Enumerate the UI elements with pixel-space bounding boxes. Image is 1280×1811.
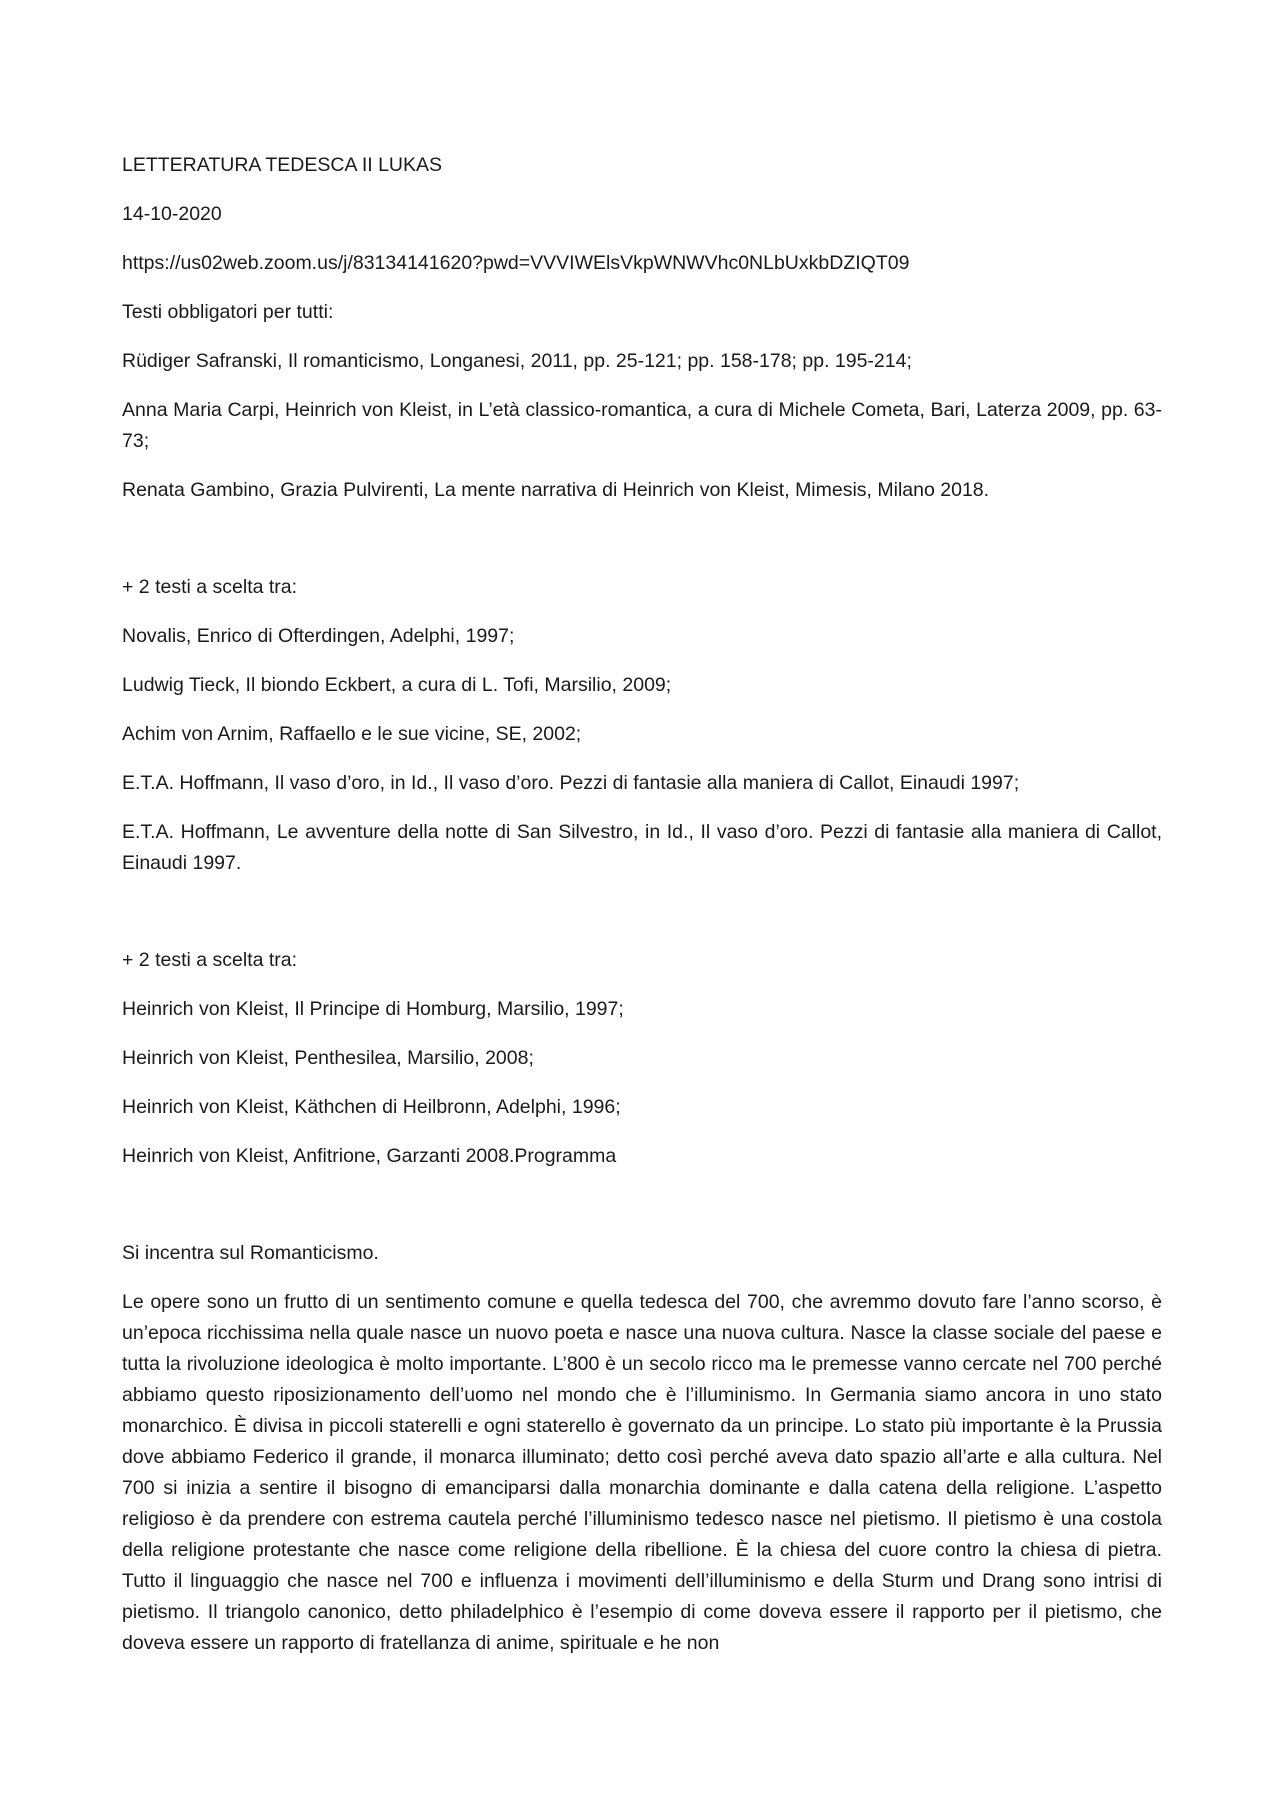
- mandatory-item: Anna Maria Carpi, Heinrich von Kleist, in L’età classico-romantica, a cura di Michele Cometa, Bari, Laterza 2009, pp. 63-73;: [122, 399, 1162, 452]
- spacer: [122, 897, 1162, 945]
- choice2-item: Heinrich von Kleist, Anfitrione, Garzanti 2008.Programma: [122, 1145, 617, 1167]
- choice1-item: Novalis, Enrico di Ofterdingen, Adelphi, 1997;: [122, 625, 515, 647]
- program-intro: Si incentra sul Romanticismo.: [122, 1242, 379, 1264]
- choice2-item: Heinrich von Kleist, Penthesilea, Marsilio, 2008;: [122, 1047, 534, 1069]
- choice1-item: Ludwig Tieck, Il biondo Eckbert, a cura di L. Tofi, Marsilio, 2009;: [122, 674, 672, 696]
- choice2-heading: + 2 testi a scelta tra:: [122, 949, 298, 971]
- mandatory-heading: Testi obbligatori per tutti:: [122, 301, 334, 323]
- choice1-item: E.T.A. Hoffmann, Le avventure della notte di San Silvestro, in Id., Il vaso d’oro. Pezzi di fantasie alla maniera di Callot, Einaudi 1997.: [122, 821, 1162, 874]
- program-paragraph: Le opere sono un frutto di un sentimento comune e quella tedesca del 700, che avremmo dovuto fare l’anno scorso, è un’epoca ricchissima nella quale nasce un nuovo poeta e nasce una nuova cultura. Nasce la classe sociale del paese e tutta la rivoluzione ideologica è molto importante. L’800 è un secolo ricco ma le premesse vanno cercate nel 700 perché abbiamo questo riposizionamento dell’uomo nel mondo che è l’illuminismo. In Germania siamo ancora in uno stato monarchico. È divisa in piccoli staterelli e ogni staterello è governato da un principe. Lo stato più importante è la Prussia dove abbiamo Federico il grande, il monarca illuminato; detto così perché aveva dato spazio all’arte e alla cultura. Nel 700 si inizia a sentire il bisogno di emanciparsi dalla monarchia dominante e dalla catena della religione. L’aspetto religioso è da prendere con estrema cautela perché l’illuminismo tedesco nasce nel pietismo. Il pietismo è una costola della religione protestante che nasce come religione della ribellione. È la chiesa del cuore contro la chiesa di pietra. Tutto il linguaggio che nasce nel 700 e influenza i movimenti dell’illuminismo e della Sturm und Drang sono intrisi di pietismo. Il triangolo canonico, detto philadelphico è l’esempio di come doveva essere il rapporto per il pietismo, che doveva essere un rapporto di fratellanza di anime, spirituale e he non: [122, 1291, 1162, 1654]
- mandatory-item: Renata Gambino, Grazia Pulvirenti, La mente narrativa di Heinrich von Kleist, Mimesis, Milano 2018.: [122, 479, 990, 501]
- choice2-item: Heinrich von Kleist, Käthchen di Heilbronn, Adelphi, 1996;: [122, 1096, 621, 1118]
- choice1-item: E.T.A. Hoffmann, Il vaso d’oro, in Id., Il vaso d’oro. Pezzi di fantasie alla maniera di Callot, Einaudi 1997;: [122, 772, 1020, 794]
- choice1-heading: + 2 testi a scelta tra:: [122, 576, 298, 598]
- spacer: [122, 524, 1162, 572]
- document-page: [122, 150, 1162, 1677]
- mandatory-item: Rüdiger Safranski, Il romanticismo, Longanesi, 2011, pp. 25-121; pp. 158-178; pp. 195-214;: [122, 350, 912, 372]
- spacer: [122, 1190, 1162, 1238]
- meeting-link[interactable]: https://us02web.zoom.us/j/83134141620?pwd=VVVIWElsVkpWNWVhc0NLbUxkbDZIQT09: [122, 252, 910, 274]
- choice2-item: Heinrich von Kleist, Il Principe di Homburg, Marsilio, 1997;: [122, 998, 624, 1020]
- choice1-item: Achim von Arnim, Raffaello e le sue vicine, SE, 2002;: [122, 723, 582, 745]
- document-title: LETTERATURA TEDESCA II LUKAS: [122, 154, 443, 176]
- document-date: 14-10-2020: [122, 203, 222, 225]
